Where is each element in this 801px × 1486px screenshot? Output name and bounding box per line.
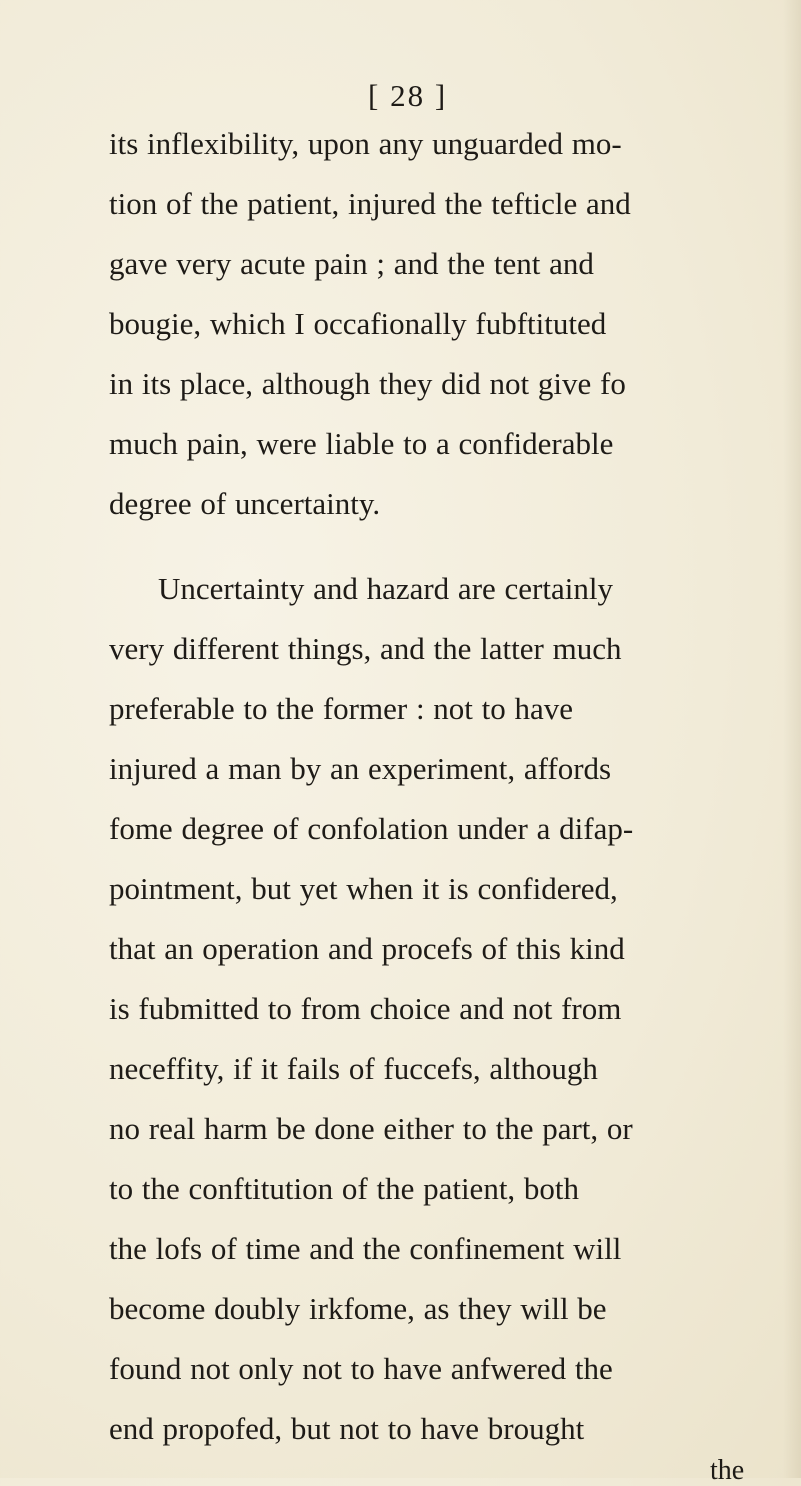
text-line: bougie, which I occafionally fubftituted [109, 306, 607, 341]
text-line: very different things, and the latter much [109, 631, 622, 666]
text-line: no real harm be done either to the part, or [109, 1111, 633, 1146]
text-line: gave very acute pain ; and the tent and [109, 246, 594, 281]
text-line: fome degree of confolation under a difap- [109, 811, 634, 846]
text-line: its inflexibility, upon any unguarded mo- [109, 126, 622, 161]
page-edge-shadow [783, 0, 801, 1478]
text-line: become doubly irkfome, as they will be [109, 1291, 607, 1326]
text-line: preferable to the former : not to have [109, 691, 574, 726]
text-line: is fubmitted to from choice and not from [109, 991, 622, 1026]
text-line: in its place, although they did not give fo [109, 366, 626, 401]
text-line: Uncertainty and hazard are certainly [158, 571, 613, 606]
text-line: found not only not to have anfwered the [109, 1351, 613, 1386]
text-line: the lofs of time and the confinement will [109, 1231, 622, 1266]
text-line: end propofed, but not to have brought [109, 1411, 585, 1446]
text-line: that an operation and procefs of this kind [109, 931, 625, 966]
text-line: injured a man by an experiment, affords [109, 751, 612, 786]
text-line: neceffity, if it fails of fuccefs, although [109, 1051, 598, 1086]
text-line: pointment, but yet when it is confidered, [109, 871, 618, 906]
text-line: to the conftitution of the patient, both [109, 1171, 580, 1206]
page-number: [ 28 ] [368, 78, 448, 113]
text-line: tion of the patient, injured the tefticle and [109, 186, 631, 221]
catchword: the [710, 1455, 745, 1486]
text-line: degree of uncertainty. [109, 486, 381, 521]
text-line: much pain, were liable to a confiderable [109, 426, 614, 461]
